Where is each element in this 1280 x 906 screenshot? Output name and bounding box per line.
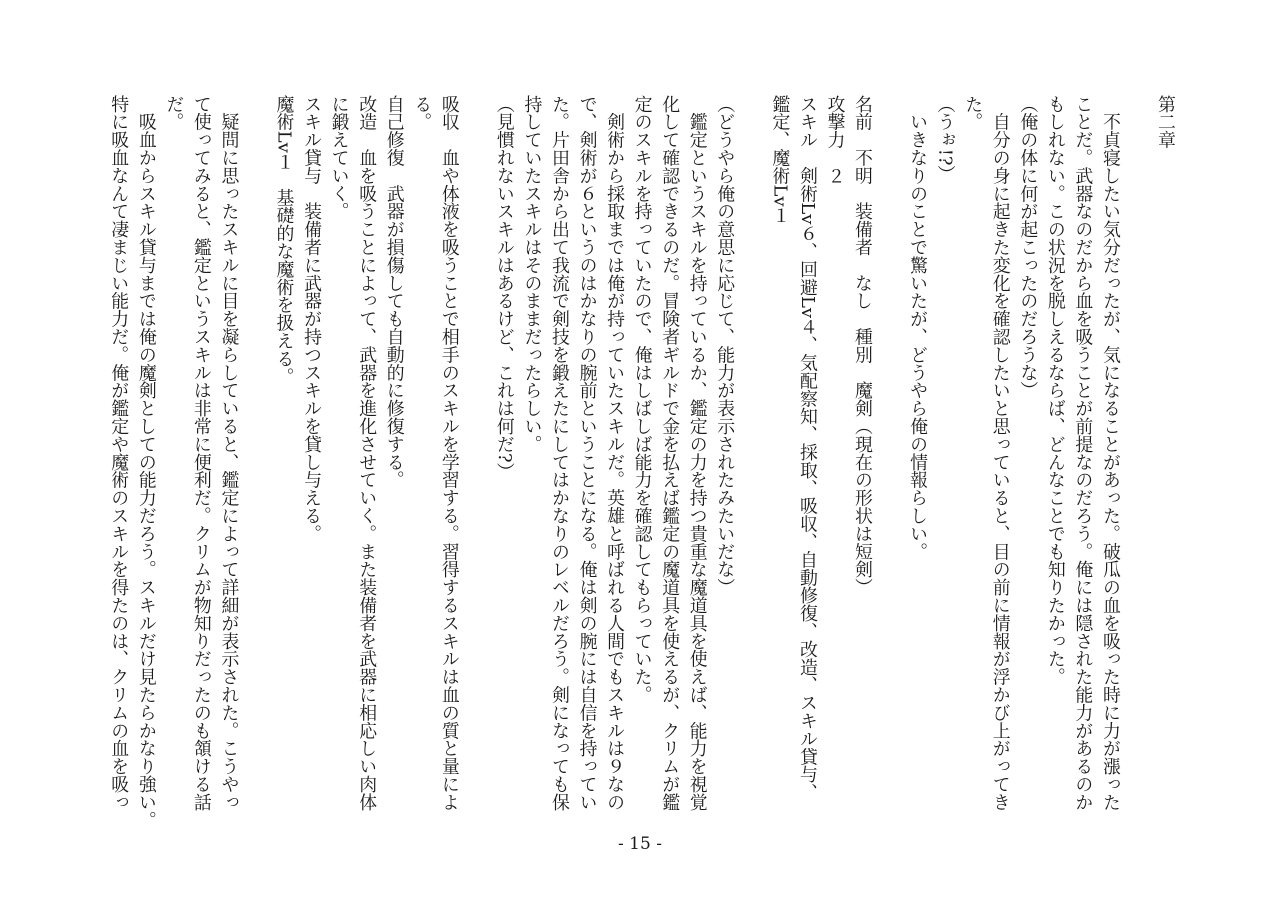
text-line: だ。 [163,95,185,131]
status-line: スキル 剣術Lv６、回避Lv４、気配察知、採取、吸収、自動修復、改造、スキル貸与、 [796,95,818,802]
vertical-body-text [105,95,1179,829]
text-line: 吸血からスキル貸与までは俺の魔剣としての能力だろう。スキルだけ見たらかなり強い。 [135,95,157,829]
text-line: 疑問に思ったスキルに目を凝らしていると、鑑定によって詳細が表示された。こうやっ [218,95,240,811]
text-line: （見慣れないスキルはあるけど、これは何だ?） [493,95,515,481]
blank-line [242,95,270,825]
text-line: 特に吸血なんて凄まじい能力だ。俺が鑑定や魔術のスキルを得たのは、クリムの血を吸っ [108,95,130,811]
text-line: （うぉ!?） [934,95,956,184]
text-line: （俺の体に何が起こったのだろうな） [1017,95,1039,400]
text-line: 自分の身に起きた変化を確認したいと思っていると、目の前に情報が浮かび上がってき [989,95,1011,811]
skill-description-line: 自己修復 武器が損傷しても自動的に修復する。 [383,95,405,489]
skill-description-line: に鍛えていく。 [328,95,350,221]
status-line: 名前 不明 装備者 なし 種別 魔剣（現在の形状は短剣） [851,95,873,597]
text-line: 不貞寝したい気分だったが、気になることがあった。破瓜の血を吸った時に力が漲った [1099,95,1121,811]
chapter-title: 第二章 [1155,95,1176,149]
skill-description-line: 吸収 血や体液を吸うことで相手のスキルを学習する。習得するスキルは血の質と量によ [438,95,460,811]
blank-line [463,95,491,825]
text-line: 持していたスキルはそのままだったらしい。 [521,95,543,453]
text-line: もしれない。この状況を脱しえるならば、どんなことでも知りたかった。 [1044,95,1066,686]
text-line: ことだ。武器なのだから血を吸うことが前提なのだろう。俺には隠された能力があるのか [1072,95,1094,811]
blank-line [876,95,904,825]
text-line: で、剣術が６というのはかなりの腕前ということになる。俺は剣の腕には自信を持ってい [576,95,598,811]
skill-description-line: 魔術Lv１ 基礎的な魔術を扱える。 [273,95,295,386]
blank-line [1124,95,1152,825]
skill-description-line: る。 [411,95,433,131]
text-line: た。 [962,95,984,131]
text-line: いきなりのことで驚いたが、どうやら俺の情報らしい。 [907,95,929,561]
text-line: （どうやら俺の意思に応じて、能力が表示されたみたいだな） [714,95,736,597]
status-line: 攻撃力 ２ [824,95,846,185]
text-line: 化して確認できるのだ。冒険者ギルドで金を払えば鑑定の魔道具を使えるが、クリムが鑑 [659,95,681,811]
skill-description-line: 改造 血を吸うことによって、武器を進化させていく。また装備者を武器に相応しい肉体 [356,95,378,811]
text-line: 定のスキルを持っていたので、俺はしばしば能力を確認してもらっていた。 [631,95,653,704]
text-line: て使ってみると、鑑定というスキルは非常に便利だ。クリムが物知りだったのも頷ける話 [190,95,212,811]
page-number: - 15 - [618,834,662,854]
status-line: 鑑定、魔術Lv１ [769,95,791,225]
blank-line [738,95,766,825]
text-line: た。片田舎から出て我流で剣技を鍛えたにしてはかなりのレベルだろう。剣になっても保 [548,95,570,811]
text-line: 鑑定というスキルを持っているか、鑑定の力を持つ貴重な魔道具を使えば、能力を視覚 [686,95,708,811]
text-line: 剣術から採取までは俺が持っていたスキルだ。英雄と呼ばれる人間でもスキルは９なの [604,95,626,811]
skill-description-line: スキル貸与 装備者に武器が持つスキルを貸し与える。 [301,95,323,543]
